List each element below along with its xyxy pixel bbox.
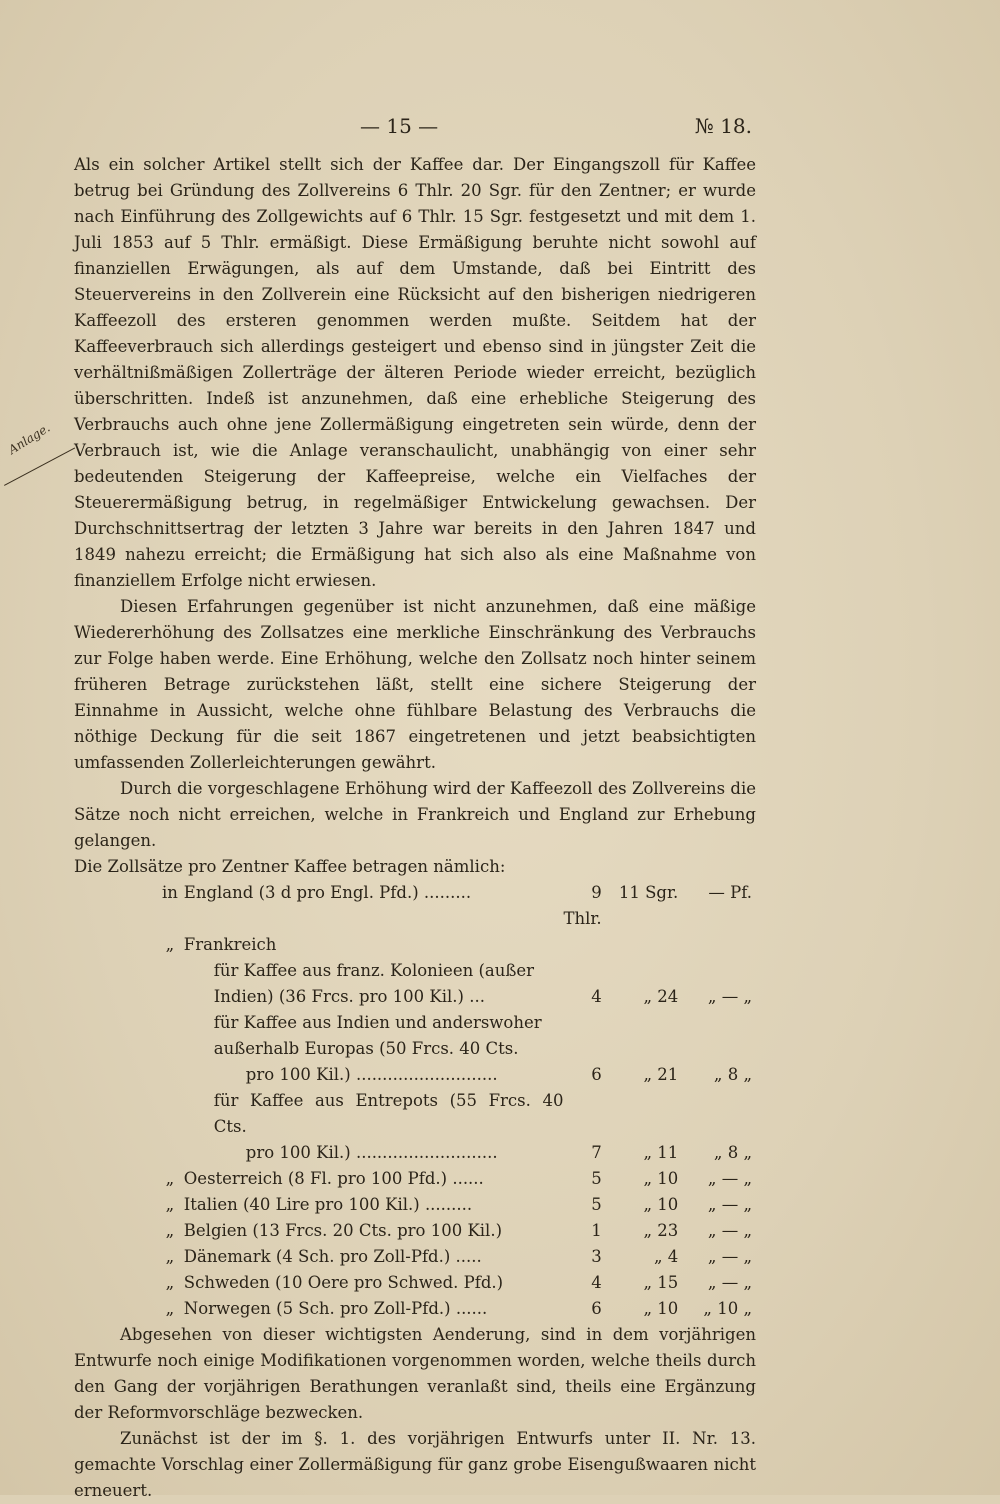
table-row	[156, 1036, 756, 1062]
paragraph: Als ein solcher Artikel stellt sich der Kaffee dar. Der Eingangszoll für Kaffee betrug bei Gründung des Zollvereins 6 Thlr. 20 Sgr. für den Zentner; er wurde nach Einführung des Zollgewichts auf 6 Thlr. 15 Sgr. festgesetzt und mit dem 1. Juli 1853 auf 5 Thlr. ermäßigt. Diese Ermäßigung beruhte nicht sowohl auf finanziellen Erwägungen, als auf dem Umstande, daß bei Eintritt des Steuervereins in den Zollverein eine Rücksicht auf den bisherigen niedrigeren Kaffeezoll des ersteren genommen werden mußte. Seitdem hat der Kaffeeverbrauch sich allerdings gesteigert und ebenso sind in jüngster Zeit die verhältnißmäßigen Zollerträge der älteren Periode wieder erreicht, bezüglich überschritten. Indeß ist anzunehmen, daß eine erhebliche Steigerung des Verbrauchs auch ohne jene Zollermäßigung eingetreten sein würde, denn der Verbrauch ist, wie die Anlage veranschaulicht, unabhängig von einer sehr bedeutenden Steigerung der Kaffeepreise, welche ein Vielfaches der Steuerermäßigung betrug, in regelmäßiger Entwickelung gewachsen. Der Durchschnittsertrag der letzten 3 Jahre war bereits in den Jahren 1847 und 1849 nahezu erreicht; die Ermäßigung hat sich also als eine Maßnahme von finanziellem Erfolge nicht erwiesen.	[74, 155, 756, 590]
row-lead	[156, 1062, 184, 1088]
body-text	[74, 152, 756, 1504]
row-silbergroschen: „ 23	[643, 1221, 679, 1240]
row-label: England (3 d pro Engl. Pfd.) .........	[183, 883, 472, 902]
paragraph: Diesen Erfahrungen gegenüber ist nicht anzunehmen, daß eine mäßige Wiedererhöhung des Zollsatzes eine merkliche Einschränkung des Verbrauchs zur Folge haben werde. Eine Erhöhung, welche den Zollsatz noch hinter seinem früheren Betrage zurückstehen läßt, stellt eine sichere Steigerung der Einnahme in Aussicht, welche ohne fühlbare Belastung des Verbrauchs die nöthige Deckung für die seit 1867 eingetretenen und jetzt beabsichtigten umfassenden Zollerleichterungen gewährt.	[74, 597, 756, 772]
row-label: außerhalb Europas (50 Frcs. 40 Cts.	[213, 1039, 519, 1058]
row-silbergroschen	[602, 1088, 679, 1140]
row-silbergroschen: „ 15	[643, 1273, 679, 1292]
row-label: Oesterreich (8 Fl. pro 100 Pfd.) ......	[183, 1169, 484, 1188]
row-pfennig: „ — „	[707, 987, 752, 1006]
row-thaler	[563, 1088, 601, 1140]
row-label: pro 100 Kil.) ...........................	[245, 1143, 498, 1162]
row-label: für Kaffee aus franz. Kolonieen (außer	[213, 961, 535, 980]
row-pfennig	[678, 932, 756, 958]
row-silbergroschen: 11 Sgr.	[618, 883, 679, 902]
row-lead: „	[165, 935, 175, 954]
row-lead	[156, 1036, 184, 1062]
table-row	[156, 1192, 756, 1218]
row-label: Norwegen (5 Sch. pro Zoll-Pfd.) ......	[183, 1299, 488, 1318]
duty-rates-table	[156, 880, 756, 1322]
table-row	[156, 1010, 756, 1036]
row-label: Frankreich	[183, 935, 277, 954]
margin-annotation: Anlage.	[6, 420, 53, 457]
row-pfennig: „ — „	[707, 1247, 752, 1266]
row-lead	[156, 984, 184, 1010]
table-row	[156, 958, 756, 984]
row-silbergroschen: „ 24	[643, 987, 679, 1006]
row-thaler: 9 Thlr.	[563, 883, 602, 928]
row-pfennig	[678, 1036, 756, 1062]
row-silbergroschen: „ 21	[643, 1065, 679, 1084]
table-row	[156, 1270, 756, 1296]
row-label: pro 100 Kil.) ...........................	[245, 1065, 498, 1084]
page-header	[360, 114, 760, 142]
row-silbergroschen	[602, 932, 679, 958]
row-pfennig: „ — „	[707, 1195, 752, 1214]
row-silbergroschen: „ 4	[654, 1247, 679, 1266]
row-pfennig: „ 8 „	[713, 1065, 752, 1084]
row-silbergroschen	[602, 958, 679, 984]
row-silbergroschen: „ 10	[643, 1299, 679, 1318]
row-lead	[156, 958, 184, 984]
row-pfennig: „ — „	[707, 1273, 752, 1292]
row-label: Belgien (13 Frcs. 20 Cts. pro 100 Kil.)	[183, 1221, 503, 1240]
row-lead	[156, 1010, 184, 1036]
table-row	[156, 1140, 756, 1166]
row-silbergroschen	[602, 1036, 679, 1062]
table-row	[156, 984, 756, 1010]
row-lead: „	[165, 1247, 175, 1266]
row-label: Dänemark (4 Sch. pro Zoll-Pfd.) .....	[183, 1247, 482, 1266]
row-lead: in	[161, 883, 178, 902]
row-thaler	[563, 1010, 601, 1036]
row-pfennig: „ — „	[707, 1169, 752, 1188]
row-label: Indien) (36 Frcs. pro 100 Kil.) ...	[213, 987, 485, 1006]
row-pfennig: — Pf.	[708, 883, 752, 902]
row-thaler: 6	[591, 1299, 602, 1318]
row-lead	[156, 1088, 184, 1140]
row-pfennig	[678, 1010, 756, 1036]
paragraph: Abgesehen von dieser wichtigsten Aenderung, sind in dem vorjährigen Entwurfe noch einige Modifikationen vorgenommen worden, welche theils durch den Gang der vorjährigen Berathungen veranlaßt sind, theils eine Ergänzung der Reformvorschläge bezwecken.	[74, 1325, 756, 1422]
row-lead	[156, 1140, 184, 1166]
page-number: — 15 —	[360, 114, 439, 138]
row-thaler	[563, 958, 601, 984]
table-row	[156, 1296, 756, 1322]
row-pfennig: „ — „	[707, 1221, 752, 1240]
row-lead: „	[165, 1273, 175, 1292]
table-row	[156, 1062, 756, 1088]
paragraph: Durch die vorgeschlagene Erhöhung wird der Kaffeezoll des Zollvereins die Sätze noch nicht erreichen, welche in Frankreich und England zur Erhebung gelangen.	[74, 779, 756, 850]
row-thaler: 4	[591, 1273, 602, 1292]
row-thaler: 3	[591, 1247, 602, 1266]
table-row	[156, 1166, 756, 1192]
row-pfennig	[678, 958, 756, 984]
row-pfennig: „ 8 „	[713, 1143, 752, 1162]
row-silbergroschen	[602, 1010, 679, 1036]
row-thaler	[563, 1036, 601, 1062]
document-number: № 18.	[694, 114, 752, 138]
table-intro: Die Zollsätze pro Zentner Kaffee betragen nämlich:	[74, 857, 506, 876]
row-thaler: 5	[591, 1195, 602, 1214]
row-label: Italien (40 Lire pro 100 Kil.) .........	[183, 1195, 473, 1214]
row-thaler: 1	[591, 1221, 602, 1240]
row-lead: „	[165, 1169, 175, 1188]
row-lead: „	[165, 1221, 175, 1240]
row-silbergroschen: „ 11	[643, 1143, 679, 1162]
row-lead: „	[165, 1195, 175, 1214]
row-pfennig: „ 10 „	[703, 1299, 752, 1318]
row-thaler: 6	[591, 1065, 602, 1084]
row-label: für Kaffee aus Entrepots (55 Frcs. 40 Cts.	[213, 1091, 564, 1136]
row-pfennig	[678, 1088, 756, 1140]
row-thaler: 7	[591, 1143, 602, 1162]
row-label: Schweden (10 Oere pro Schwed. Pfd.)	[183, 1273, 504, 1292]
table-row	[156, 880, 756, 932]
row-lead: „	[165, 1299, 175, 1318]
row-thaler: 4	[591, 987, 602, 1006]
table-row	[156, 1244, 756, 1270]
row-silbergroschen: „ 10	[643, 1169, 679, 1188]
table-row	[156, 932, 756, 958]
row-thaler: 5	[591, 1169, 602, 1188]
paragraph: Zunächst ist der im §. 1. des vorjährigen Entwurfs unter II. Nr. 13. gemachte Vorschlag einer Zollermäßigung für ganz grobe Eisengußwaaren nicht erneuert.	[74, 1429, 756, 1500]
table-row	[156, 1218, 756, 1244]
row-silbergroschen: „ 10	[643, 1195, 679, 1214]
table-row	[156, 1088, 756, 1140]
row-label: für Kaffee aus Indien und anderswoher	[213, 1013, 542, 1032]
row-thaler	[563, 932, 601, 958]
